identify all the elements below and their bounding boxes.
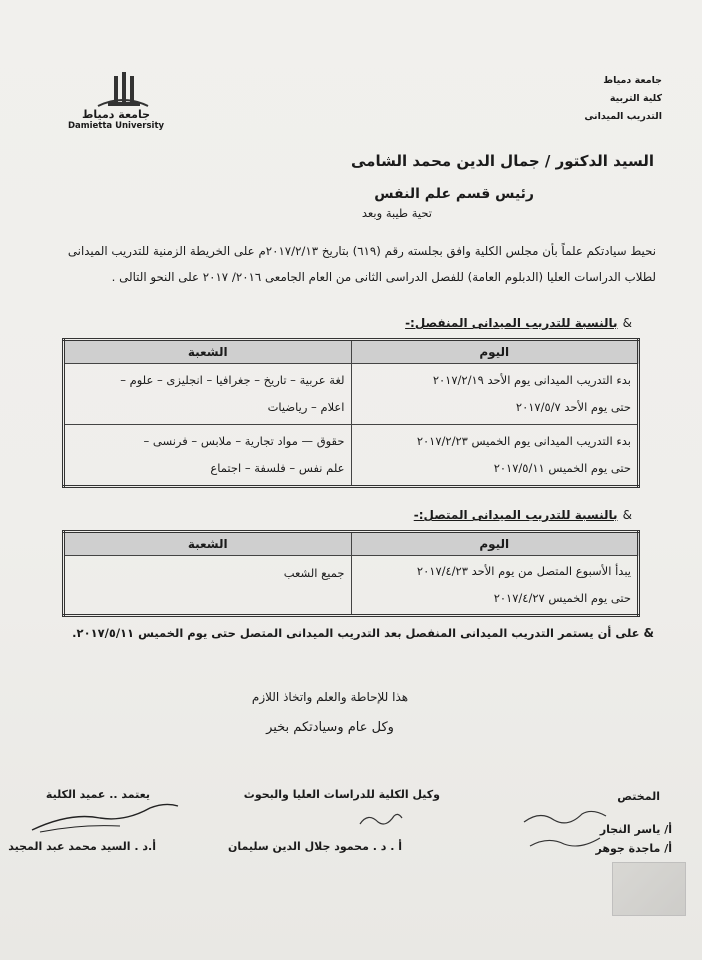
day-cell	[351, 425, 639, 487]
official-stamp	[612, 862, 686, 916]
bullet-icon: &	[622, 508, 632, 522]
division-line: اعلام – رياضيات	[267, 400, 345, 414]
division-cell	[64, 425, 352, 487]
separated-schedule-table	[62, 338, 640, 488]
specialist-1-name: أ/ ياسر النجار	[599, 823, 672, 836]
division-line: لغة عربية – تاريخ – جغرافيا – انجليزى – علوم –	[120, 373, 345, 387]
specialist-2-name: أ/ ماجدة جوهر	[595, 842, 672, 855]
column-header-day: اليوم	[351, 340, 639, 364]
addressee: السيد الدكتور / جمال الدين محمد الشامى	[351, 152, 654, 170]
table-row	[64, 364, 639, 425]
specialist-title: المختص	[617, 790, 660, 803]
day-line: حتى يوم الأحد ٢٠١٧/٥/٧	[515, 400, 631, 414]
specialist-signature	[520, 808, 610, 856]
note-line	[34, 626, 654, 640]
day-line: حتى يوم الخميس ٢٠١٧/٥/١١	[493, 461, 631, 475]
vice-dean-signature	[356, 808, 406, 832]
vice-dean-title: وكيل الكلية للدراسات العليا والبحوث	[243, 788, 440, 801]
section-continuous-heading	[32, 504, 632, 523]
vice-dean-name: أ . د . محمود جلال الدين سليمان	[227, 840, 402, 853]
note-text: على أن يستمر التدريب الميدانى المنفصل بعد التدريب الميدانى المتصل حتى يوم الخميس ٢٠١٧/٥/١١.	[72, 626, 640, 640]
day-cell	[351, 364, 639, 425]
division-line: علم نفس – فلسفة – اجتماع	[210, 461, 345, 475]
logo-text-ar: جامعة دمياط	[81, 108, 151, 121]
division-cell	[64, 364, 352, 425]
header-institution	[502, 72, 662, 126]
closing-line-1: هذا للإحاطة والعلم واتخاذ اللازم	[251, 690, 409, 704]
day-line: يبدأ الأسبوع المتصل من يوم الأحد ٢٠١٧/٤/٢٣	[416, 564, 631, 578]
faculty-name: كلية التربية	[609, 93, 662, 104]
section-separated-heading	[32, 312, 632, 331]
column-header-division: الشعبة	[64, 532, 352, 556]
day-line: بدء التدريب الميدانى يوم الخميس ٢٠١٧/٢/٢٣	[416, 434, 631, 448]
column-header-day: اليوم	[351, 532, 639, 556]
day-line: حتى يوم الخميس ٢٠١٧/٤/٢٧	[493, 591, 631, 605]
division-line: جميع الشعب	[283, 566, 345, 580]
bullet-icon: &	[622, 316, 632, 330]
dean-title: يعتمد .. عميد الكلية	[45, 788, 150, 801]
day-line: بدء التدريب الميدانى يوم الأحد ٢٠١٧/٢/١٩	[432, 373, 631, 387]
logo-caption	[62, 108, 170, 131]
logo-text-en: Damietta University	[67, 121, 165, 131]
column-header-division: الشعبة	[64, 340, 352, 364]
section-separated-title: بالنسبة للتدريب الميدانى المنفصل:-	[405, 316, 618, 330]
department-head: رئيس قسم علم النفس	[374, 186, 534, 202]
office-name: التدريب الميدانى	[584, 111, 662, 122]
dean-name: أ.د . السيد محمد عبد المجيد	[8, 840, 156, 853]
table-header-row	[64, 340, 639, 364]
bullet-icon: &	[643, 626, 654, 640]
dean-signature	[30, 800, 180, 836]
day-cell	[351, 556, 639, 616]
section-continuous-title: بالنسبة للتدريب الميدانى المتصل:-	[413, 508, 618, 522]
continuous-schedule-table	[62, 530, 640, 617]
table-row	[64, 556, 639, 616]
greeting: تحية طيبة وبعد	[361, 206, 432, 220]
table-header-row	[64, 532, 639, 556]
division-line: حقوق — مواد تجارية – ملابس – فرنسى –	[143, 434, 345, 448]
intro-paragraph: نحيط سيادتكم علماً بأن مجلس الكلية وافق بجلسته رقم (٦١٩) بتاريخ ٢٠١٧/٢/١٣م على الخريطة الزمنية للتدريب الميدانى لطلاب الدراسات العليا (الدبلوم العامة) للفصل الدراسى الثانى من العام الجامعى ٢٠١٦/ ٢٠١٧ على النحو التالى .	[67, 244, 656, 284]
division-cell	[64, 556, 352, 616]
closing-line-2: وكل عام وسيادتكم بخير	[266, 720, 394, 735]
table-row	[64, 425, 639, 487]
university-name: جامعة دمياط	[603, 75, 662, 86]
